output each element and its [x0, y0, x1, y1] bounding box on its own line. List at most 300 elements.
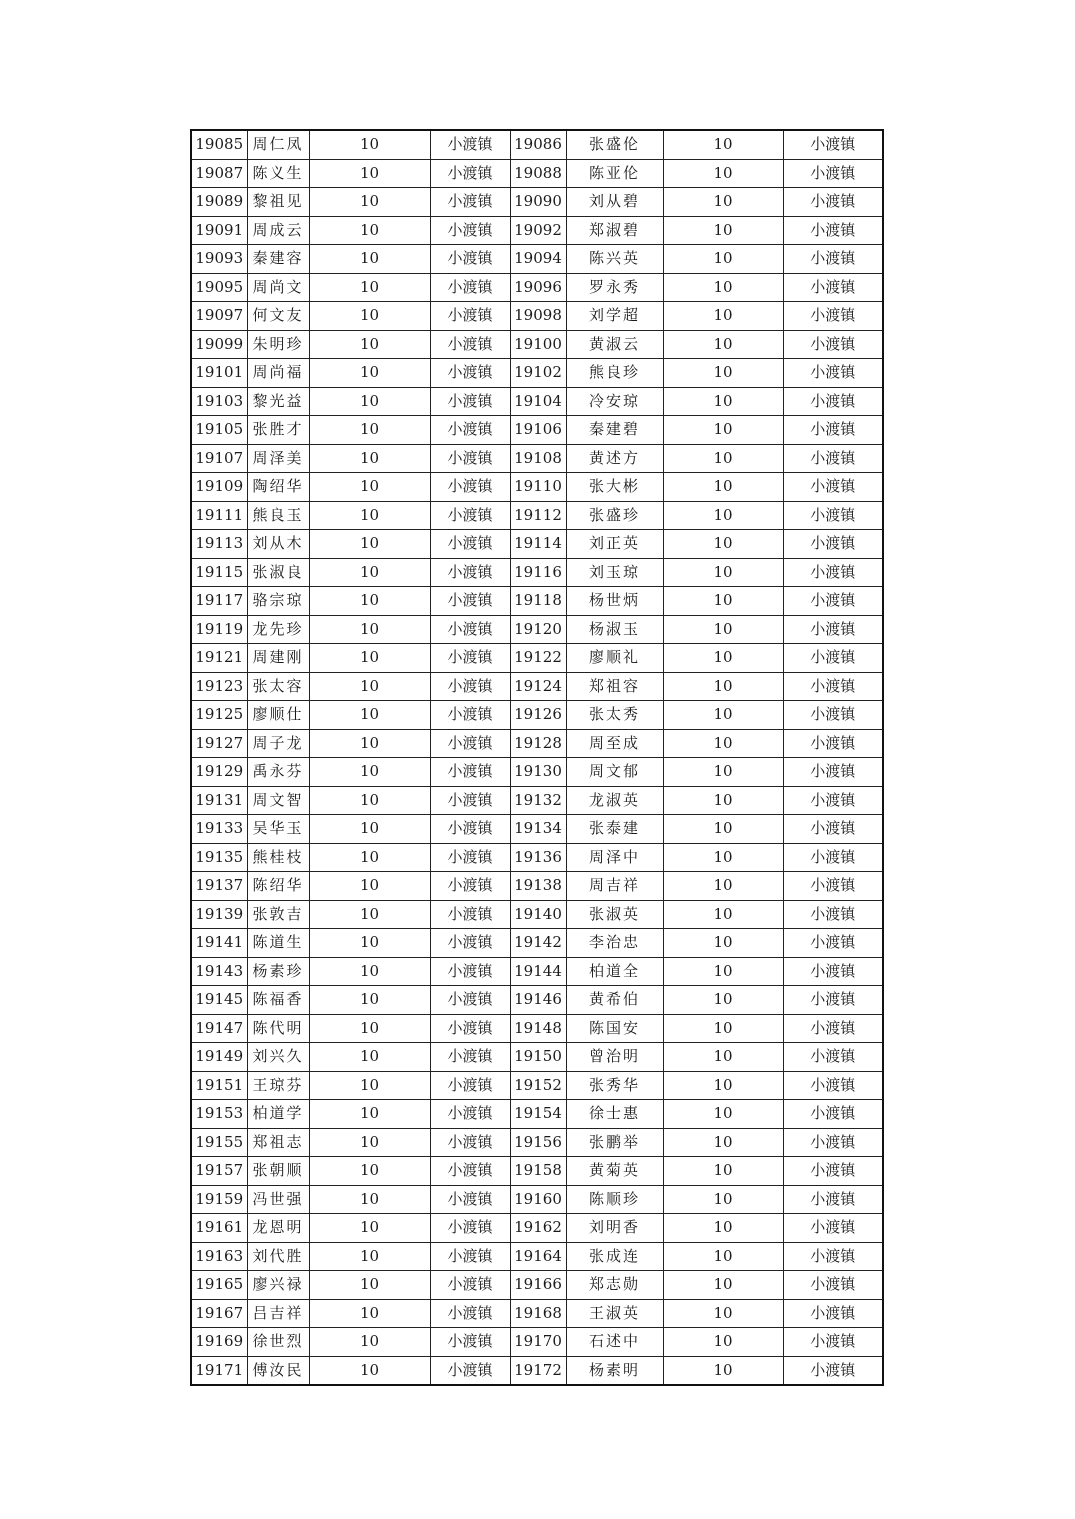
record-number-cell: 19153 — [191, 1100, 247, 1129]
town-cell: 小渡镇 — [783, 444, 883, 473]
record-number-cell: 19106 — [510, 416, 566, 445]
town-cell: 小渡镇 — [783, 1071, 883, 1100]
person-name-cell: 熊良珍 — [566, 359, 663, 388]
town-cell: 小渡镇 — [430, 900, 510, 929]
amount-cell: 10 — [309, 1299, 430, 1328]
amount-cell: 10 — [309, 701, 430, 730]
amount-cell: 10 — [309, 729, 430, 758]
table-row — [191, 273, 883, 302]
town-cell: 小渡镇 — [430, 359, 510, 388]
town-cell: 小渡镇 — [783, 302, 883, 331]
amount-cell: 10 — [309, 1214, 430, 1243]
record-number-cell: 19100 — [510, 330, 566, 359]
record-number-cell: 19125 — [191, 701, 247, 730]
town-cell: 小渡镇 — [783, 273, 883, 302]
town-cell: 小渡镇 — [430, 501, 510, 530]
person-name-cell: 张盛伦 — [566, 130, 663, 159]
town-cell: 小渡镇 — [783, 245, 883, 274]
person-name-cell: 徐世烈 — [247, 1328, 309, 1357]
town-cell: 小渡镇 — [783, 900, 883, 929]
person-name-cell: 刘从碧 — [566, 188, 663, 217]
record-number-cell: 19171 — [191, 1356, 247, 1385]
amount-cell: 10 — [663, 729, 783, 758]
table-row — [191, 416, 883, 445]
table-row — [191, 1071, 883, 1100]
person-name-cell: 陈绍华 — [247, 872, 309, 901]
record-number-cell: 19129 — [191, 758, 247, 787]
table-row — [191, 359, 883, 388]
record-number-cell: 19097 — [191, 302, 247, 331]
person-name-cell: 张大彬 — [566, 473, 663, 502]
person-name-cell: 冷安琼 — [566, 387, 663, 416]
amount-cell: 10 — [663, 530, 783, 559]
record-number-cell: 19091 — [191, 216, 247, 245]
table-row — [191, 1185, 883, 1214]
record-number-cell: 19156 — [510, 1128, 566, 1157]
person-name-cell: 周尚福 — [247, 359, 309, 388]
town-cell: 小渡镇 — [783, 815, 883, 844]
record-number-cell: 19161 — [191, 1214, 247, 1243]
amount-cell: 10 — [309, 416, 430, 445]
amount-cell: 10 — [663, 615, 783, 644]
amount-cell: 10 — [663, 1100, 783, 1129]
amount-cell: 10 — [309, 644, 430, 673]
amount-cell: 10 — [663, 644, 783, 673]
amount-cell: 10 — [663, 843, 783, 872]
person-name-cell: 周建刚 — [247, 644, 309, 673]
town-cell: 小渡镇 — [430, 1043, 510, 1072]
town-cell: 小渡镇 — [430, 216, 510, 245]
person-name-cell: 陈义生 — [247, 159, 309, 188]
person-name-cell: 周子龙 — [247, 729, 309, 758]
record-number-cell: 19088 — [510, 159, 566, 188]
person-name-cell: 陈道生 — [247, 929, 309, 958]
town-cell: 小渡镇 — [783, 473, 883, 502]
amount-cell: 10 — [663, 473, 783, 502]
record-number-cell: 19123 — [191, 672, 247, 701]
table-row — [191, 501, 883, 530]
town-cell: 小渡镇 — [783, 929, 883, 958]
person-name-cell: 刘从木 — [247, 530, 309, 559]
amount-cell: 10 — [309, 672, 430, 701]
town-cell: 小渡镇 — [430, 1100, 510, 1129]
record-number-cell: 19147 — [191, 1014, 247, 1043]
amount-cell: 10 — [309, 900, 430, 929]
town-cell: 小渡镇 — [430, 1071, 510, 1100]
person-name-cell: 秦建容 — [247, 245, 309, 274]
amount-cell: 10 — [663, 957, 783, 986]
person-name-cell: 周吉祥 — [566, 872, 663, 901]
person-name-cell: 廖顺礼 — [566, 644, 663, 673]
amount-cell: 10 — [663, 501, 783, 530]
person-name-cell: 黄述方 — [566, 444, 663, 473]
amount-cell: 10 — [309, 1356, 430, 1385]
town-cell: 小渡镇 — [430, 558, 510, 587]
amount-cell: 10 — [663, 273, 783, 302]
town-cell: 小渡镇 — [430, 929, 510, 958]
person-name-cell: 吕吉祥 — [247, 1299, 309, 1328]
table-row — [191, 1328, 883, 1357]
amount-cell: 10 — [663, 1242, 783, 1271]
table-row — [191, 729, 883, 758]
town-cell: 小渡镇 — [783, 1100, 883, 1129]
person-name-cell: 刘明香 — [566, 1214, 663, 1243]
table-row — [191, 188, 883, 217]
record-number-cell: 19164 — [510, 1242, 566, 1271]
record-number-cell: 19130 — [510, 758, 566, 787]
amount-cell: 10 — [309, 188, 430, 217]
table-row — [191, 672, 883, 701]
amount-cell: 10 — [309, 444, 430, 473]
table-row — [191, 302, 883, 331]
amount-cell: 10 — [309, 387, 430, 416]
town-cell: 小渡镇 — [430, 672, 510, 701]
amount-cell: 10 — [309, 1271, 430, 1300]
person-name-cell: 郑淑碧 — [566, 216, 663, 245]
town-cell: 小渡镇 — [783, 872, 883, 901]
person-name-cell: 杨淑玉 — [566, 615, 663, 644]
person-name-cell: 张太秀 — [566, 701, 663, 730]
person-name-cell: 陈代明 — [247, 1014, 309, 1043]
town-cell: 小渡镇 — [783, 387, 883, 416]
person-name-cell: 廖顺仕 — [247, 701, 309, 730]
town-cell: 小渡镇 — [783, 1214, 883, 1243]
person-name-cell: 刘代胜 — [247, 1242, 309, 1271]
town-cell: 小渡镇 — [430, 843, 510, 872]
town-cell: 小渡镇 — [430, 1185, 510, 1214]
person-name-cell: 张秀华 — [566, 1071, 663, 1100]
table-row — [191, 1157, 883, 1186]
town-cell: 小渡镇 — [783, 786, 883, 815]
amount-cell: 10 — [663, 1043, 783, 1072]
town-cell: 小渡镇 — [783, 644, 883, 673]
table-row — [191, 1043, 883, 1072]
table-row — [191, 245, 883, 274]
town-cell: 小渡镇 — [430, 159, 510, 188]
amount-cell: 10 — [663, 188, 783, 217]
amount-cell: 10 — [663, 1271, 783, 1300]
person-name-cell: 张淑英 — [566, 900, 663, 929]
person-name-cell: 张太容 — [247, 672, 309, 701]
amount-cell: 10 — [309, 1242, 430, 1271]
table-row — [191, 1128, 883, 1157]
record-number-cell: 19115 — [191, 558, 247, 587]
amount-cell: 10 — [309, 273, 430, 302]
person-name-cell: 张朝顺 — [247, 1157, 309, 1186]
town-cell: 小渡镇 — [783, 1043, 883, 1072]
person-name-cell: 柏道全 — [566, 957, 663, 986]
town-cell: 小渡镇 — [783, 672, 883, 701]
town-cell: 小渡镇 — [430, 615, 510, 644]
record-number-cell: 19138 — [510, 872, 566, 901]
town-cell: 小渡镇 — [783, 1356, 883, 1385]
amount-cell: 10 — [663, 416, 783, 445]
town-cell: 小渡镇 — [430, 1242, 510, 1271]
amount-cell: 10 — [309, 986, 430, 1015]
amount-cell: 10 — [309, 330, 430, 359]
amount-cell: 10 — [663, 359, 783, 388]
amount-cell: 10 — [309, 1185, 430, 1214]
amount-cell: 10 — [309, 815, 430, 844]
amount-cell: 10 — [309, 130, 430, 159]
person-name-cell: 张敦吉 — [247, 900, 309, 929]
table-row — [191, 330, 883, 359]
town-cell: 小渡镇 — [430, 815, 510, 844]
table-row — [191, 1100, 883, 1129]
record-number-cell: 19104 — [510, 387, 566, 416]
town-cell: 小渡镇 — [783, 330, 883, 359]
amount-cell: 10 — [309, 758, 430, 787]
amount-cell: 10 — [663, 929, 783, 958]
amount-cell: 10 — [663, 387, 783, 416]
record-number-cell: 19137 — [191, 872, 247, 901]
table-row — [191, 986, 883, 1015]
town-cell: 小渡镇 — [430, 245, 510, 274]
person-name-cell: 杨素珍 — [247, 957, 309, 986]
town-cell: 小渡镇 — [430, 1328, 510, 1357]
person-name-cell: 陈亚伦 — [566, 159, 663, 188]
person-name-cell: 罗永秀 — [566, 273, 663, 302]
record-number-cell: 19143 — [191, 957, 247, 986]
town-cell: 小渡镇 — [783, 1157, 883, 1186]
person-name-cell: 冯世强 — [247, 1185, 309, 1214]
person-name-cell: 陈顺珍 — [566, 1185, 663, 1214]
record-number-cell: 19165 — [191, 1271, 247, 1300]
town-cell: 小渡镇 — [783, 957, 883, 986]
town-cell: 小渡镇 — [430, 1157, 510, 1186]
town-cell: 小渡镇 — [783, 729, 883, 758]
amount-cell: 10 — [309, 245, 430, 274]
record-number-cell: 19167 — [191, 1299, 247, 1328]
amount-cell: 10 — [663, 130, 783, 159]
amount-cell: 10 — [663, 1128, 783, 1157]
roster-body — [191, 130, 883, 1385]
amount-cell: 10 — [309, 786, 430, 815]
record-number-cell: 19117 — [191, 587, 247, 616]
amount-cell: 10 — [663, 872, 783, 901]
record-number-cell: 19140 — [510, 900, 566, 929]
town-cell: 小渡镇 — [430, 1356, 510, 1385]
person-name-cell: 周泽美 — [247, 444, 309, 473]
amount-cell: 10 — [663, 672, 783, 701]
town-cell: 小渡镇 — [783, 1328, 883, 1357]
person-name-cell: 廖兴禄 — [247, 1271, 309, 1300]
amount-cell: 10 — [663, 330, 783, 359]
table-row — [191, 1214, 883, 1243]
town-cell: 小渡镇 — [430, 330, 510, 359]
roster-table — [190, 129, 884, 1386]
person-name-cell: 陈国安 — [566, 1014, 663, 1043]
person-name-cell: 陈福香 — [247, 986, 309, 1015]
person-name-cell: 周泽中 — [566, 843, 663, 872]
person-name-cell: 龙先珍 — [247, 615, 309, 644]
record-number-cell: 19099 — [191, 330, 247, 359]
table-row — [191, 473, 883, 502]
amount-cell: 10 — [663, 986, 783, 1015]
amount-cell: 10 — [663, 302, 783, 331]
person-name-cell: 石述中 — [566, 1328, 663, 1357]
record-number-cell: 19093 — [191, 245, 247, 274]
town-cell: 小渡镇 — [430, 701, 510, 730]
record-number-cell: 19105 — [191, 416, 247, 445]
amount-cell: 10 — [309, 159, 430, 188]
person-name-cell: 刘学超 — [566, 302, 663, 331]
record-number-cell: 19126 — [510, 701, 566, 730]
person-name-cell: 傅汝民 — [247, 1356, 309, 1385]
record-number-cell: 19103 — [191, 387, 247, 416]
table-row — [191, 644, 883, 673]
town-cell: 小渡镇 — [430, 1014, 510, 1043]
person-name-cell: 曾治明 — [566, 1043, 663, 1072]
record-number-cell: 19113 — [191, 530, 247, 559]
amount-cell: 10 — [663, 587, 783, 616]
town-cell: 小渡镇 — [430, 444, 510, 473]
amount-cell: 10 — [663, 1328, 783, 1357]
amount-cell: 10 — [663, 786, 783, 815]
record-number-cell: 19149 — [191, 1043, 247, 1072]
person-name-cell: 王琼芬 — [247, 1071, 309, 1100]
person-name-cell: 杨世炳 — [566, 587, 663, 616]
record-number-cell: 19119 — [191, 615, 247, 644]
amount-cell: 10 — [309, 1100, 430, 1129]
person-name-cell: 张淑良 — [247, 558, 309, 587]
person-name-cell: 刘正英 — [566, 530, 663, 559]
record-number-cell: 19134 — [510, 815, 566, 844]
person-name-cell: 黄希伯 — [566, 986, 663, 1015]
table-row — [191, 1299, 883, 1328]
town-cell: 小渡镇 — [783, 758, 883, 787]
person-name-cell: 周尚文 — [247, 273, 309, 302]
table-row — [191, 1356, 883, 1385]
amount-cell: 10 — [309, 843, 430, 872]
person-name-cell: 徐士惠 — [566, 1100, 663, 1129]
document-page — [190, 129, 882, 1386]
record-number-cell: 19163 — [191, 1242, 247, 1271]
amount-cell: 10 — [663, 245, 783, 274]
table-row — [191, 1271, 883, 1300]
person-name-cell: 周至成 — [566, 729, 663, 758]
person-name-cell: 黄淑云 — [566, 330, 663, 359]
amount-cell: 10 — [309, 530, 430, 559]
person-name-cell: 郑志勋 — [566, 1271, 663, 1300]
town-cell: 小渡镇 — [783, 359, 883, 388]
record-number-cell: 19172 — [510, 1356, 566, 1385]
person-name-cell: 周成云 — [247, 216, 309, 245]
record-number-cell: 19122 — [510, 644, 566, 673]
town-cell: 小渡镇 — [783, 701, 883, 730]
town-cell: 小渡镇 — [430, 986, 510, 1015]
amount-cell: 10 — [309, 558, 430, 587]
town-cell: 小渡镇 — [783, 1299, 883, 1328]
record-number-cell: 19092 — [510, 216, 566, 245]
amount-cell: 10 — [663, 1185, 783, 1214]
person-name-cell: 黄菊英 — [566, 1157, 663, 1186]
record-number-cell: 19141 — [191, 929, 247, 958]
record-number-cell: 19170 — [510, 1328, 566, 1357]
amount-cell: 10 — [309, 615, 430, 644]
table-row — [191, 929, 883, 958]
person-name-cell: 王淑英 — [566, 1299, 663, 1328]
amount-cell: 10 — [309, 872, 430, 901]
record-number-cell: 19109 — [191, 473, 247, 502]
person-name-cell: 张成连 — [566, 1242, 663, 1271]
person-name-cell: 黎祖见 — [247, 188, 309, 217]
person-name-cell: 张泰建 — [566, 815, 663, 844]
record-number-cell: 19098 — [510, 302, 566, 331]
record-number-cell: 19155 — [191, 1128, 247, 1157]
record-number-cell: 19132 — [510, 786, 566, 815]
record-number-cell: 19136 — [510, 843, 566, 872]
person-name-cell: 熊良玉 — [247, 501, 309, 530]
town-cell: 小渡镇 — [430, 188, 510, 217]
table-row — [191, 130, 883, 159]
town-cell: 小渡镇 — [430, 872, 510, 901]
town-cell: 小渡镇 — [783, 159, 883, 188]
person-name-cell: 熊桂枝 — [247, 843, 309, 872]
person-name-cell: 吴华玉 — [247, 815, 309, 844]
town-cell: 小渡镇 — [430, 957, 510, 986]
town-cell: 小渡镇 — [430, 530, 510, 559]
record-number-cell: 19102 — [510, 359, 566, 388]
record-number-cell: 19094 — [510, 245, 566, 274]
record-number-cell: 19145 — [191, 986, 247, 1015]
town-cell: 小渡镇 — [430, 387, 510, 416]
record-number-cell: 19139 — [191, 900, 247, 929]
record-number-cell: 19118 — [510, 587, 566, 616]
person-name-cell: 郑祖容 — [566, 672, 663, 701]
amount-cell: 10 — [663, 558, 783, 587]
record-number-cell: 19120 — [510, 615, 566, 644]
person-name-cell: 张鹏举 — [566, 1128, 663, 1157]
town-cell: 小渡镇 — [783, 188, 883, 217]
town-cell: 小渡镇 — [783, 1128, 883, 1157]
record-number-cell: 19114 — [510, 530, 566, 559]
amount-cell: 10 — [663, 1214, 783, 1243]
table-row — [191, 701, 883, 730]
record-number-cell: 19128 — [510, 729, 566, 758]
town-cell: 小渡镇 — [430, 587, 510, 616]
person-name-cell: 龙淑英 — [566, 786, 663, 815]
table-row — [191, 387, 883, 416]
amount-cell: 10 — [309, 1071, 430, 1100]
amount-cell: 10 — [309, 216, 430, 245]
table-row — [191, 843, 883, 872]
person-name-cell: 柏道学 — [247, 1100, 309, 1129]
person-name-cell: 郑祖志 — [247, 1128, 309, 1157]
record-number-cell: 19089 — [191, 188, 247, 217]
amount-cell: 10 — [663, 216, 783, 245]
person-name-cell: 何文友 — [247, 302, 309, 331]
table-row — [191, 786, 883, 815]
town-cell: 小渡镇 — [783, 587, 883, 616]
person-name-cell: 刘玉琼 — [566, 558, 663, 587]
person-name-cell: 张胜才 — [247, 416, 309, 445]
table-row — [191, 900, 883, 929]
table-row — [191, 558, 883, 587]
town-cell: 小渡镇 — [430, 786, 510, 815]
amount-cell: 10 — [663, 1157, 783, 1186]
town-cell: 小渡镇 — [783, 558, 883, 587]
table-row — [191, 872, 883, 901]
amount-cell: 10 — [663, 1299, 783, 1328]
town-cell: 小渡镇 — [783, 1014, 883, 1043]
record-number-cell: 19108 — [510, 444, 566, 473]
town-cell: 小渡镇 — [783, 216, 883, 245]
amount-cell: 10 — [663, 1356, 783, 1385]
amount-cell: 10 — [309, 359, 430, 388]
record-number-cell: 19142 — [510, 929, 566, 958]
record-number-cell: 19096 — [510, 273, 566, 302]
